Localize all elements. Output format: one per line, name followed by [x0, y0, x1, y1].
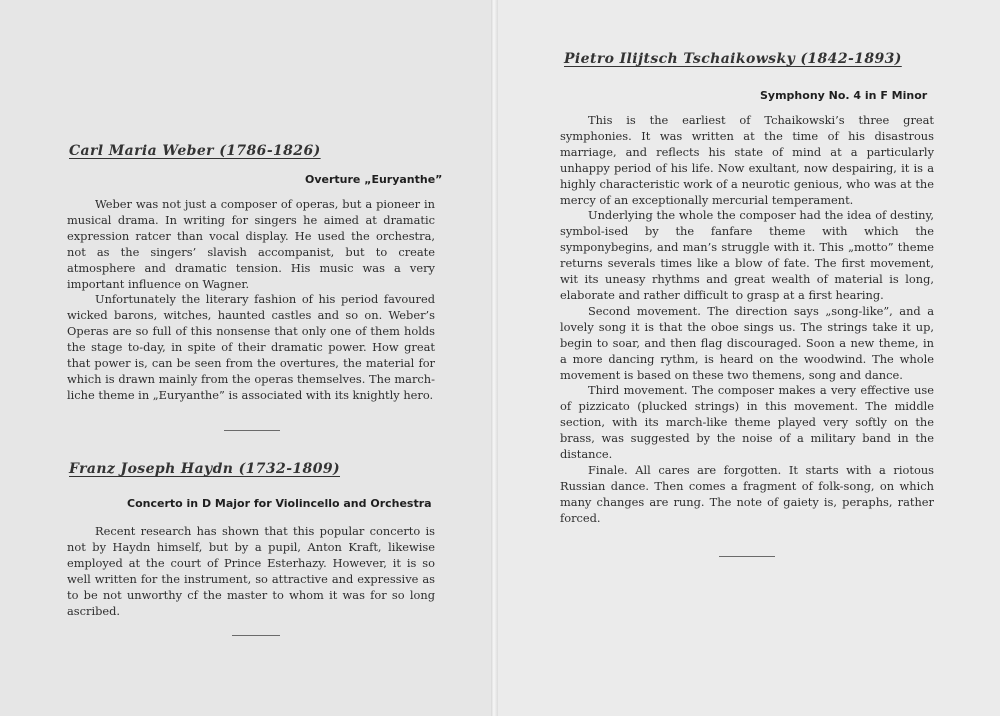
composer-heading-tchaikovsky: Pietro Ilijtsch Tschaikowsky (1842-1893) — [564, 51, 902, 67]
tchaikovsky-paragraph: Second movement. The direction says „song-like”, and a lovely song it is that the oboe sings us. The strings take it up, begin to soar, and then flag discouraged. Soon a new theme, in a more dancing rythm, is heard on the woodwind. The whole movement is based on these two themens, song and dance. — [560, 303, 934, 382]
section-divider — [224, 430, 280, 431]
weber-description — [67, 197, 435, 404]
weber-paragraph: Weber was not just a composer of operas, but a pioneer in musical drama. In writing for singers he aimed at dramatic expression ratcer than vocal display. He used the orchestra, not as the singers’ slavish accompanist, but to create atmosphere and dramatic tension. His music was a very important influence on Wagner. — [67, 197, 435, 291]
tchaikovsky-paragraph: Underlying the whole the composer had the idea of destiny, symbol-ised by the fanfare theme with which the symponybegins, and man’s struggle with it. This „motto” theme returns severals times like a blow of fate. The first movement, wit its uneasy rhythms and great wealth of material is long, elaborate and rather difficult to grasp at a first hearing. — [560, 208, 934, 302]
page-fold — [491, 0, 498, 716]
section-divider — [719, 556, 775, 557]
section-divider — [232, 635, 280, 636]
haydn-paragraph: Recent research has shown that this popular concerto is not by Haydn himself, but by a pupil, Anton Kraft, likewise employed at the court of Prince Esterhazy. However, it is so well written for the instrument, so attractive and expressive as to be not unworthy cf the master to whom it was for so long ascribed. — [67, 524, 435, 618]
composer-heading-weber: Carl Maria Weber (1786-1826) — [69, 143, 321, 159]
tchaikovsky-description — [560, 113, 934, 527]
weber-paragraph: Unfortunately the literary fashion of his period favoured wicked barons, witches, haunted castles and so on. Weber’s Operas are so full of this nonsense that only one of them holds the stage to-day, in spite of their dramatic power. How great that power is, can be seen from the overtures, the material for which is drawn mainly from the operas themselves. The march-liche theme in „Euryanthe” is associated with its knightly hero. — [67, 292, 435, 402]
composer-heading-haydn: Franz Joseph Haydn (1732-1809) — [69, 461, 340, 477]
tchaikovsky-paragraph: This is the earliest of Tchaikowski’s three great symphonies. It was written at the time of his disastrous marriage, and reflects his state of mind at a particularly unhappy period of his life. Now exultant, now despairing, it is a highly characteristic work of a neurotic genious, who was at the mercy of an exceptionally mercurial temperament. — [560, 113, 934, 207]
work-title-concerto-d-major: Concerto in D Major for Violincello and Orchestra — [127, 497, 432, 510]
work-title-symphony-4: Symphony No. 4 in F Minor — [760, 89, 928, 102]
tchaikovsky-paragraph: Third movement. The composer makes a very effective use of pizzicato (plucked strings) in this movement. The middle section, with its march-like theme played very softly on the brass, was suggested by the noise of a military band in the distance. — [560, 383, 934, 462]
tchaikovsky-paragraph: Finale. All cares are forgotten. It starts with a riotous Russian dance. Then comes a fragment of folk-song, on which many changes are rung. The note of gaiety is, peraphs, rather forced. — [560, 462, 934, 525]
haydn-description — [67, 524, 435, 619]
work-title-euryanthe: Overture „Euryanthe” — [305, 173, 443, 186]
